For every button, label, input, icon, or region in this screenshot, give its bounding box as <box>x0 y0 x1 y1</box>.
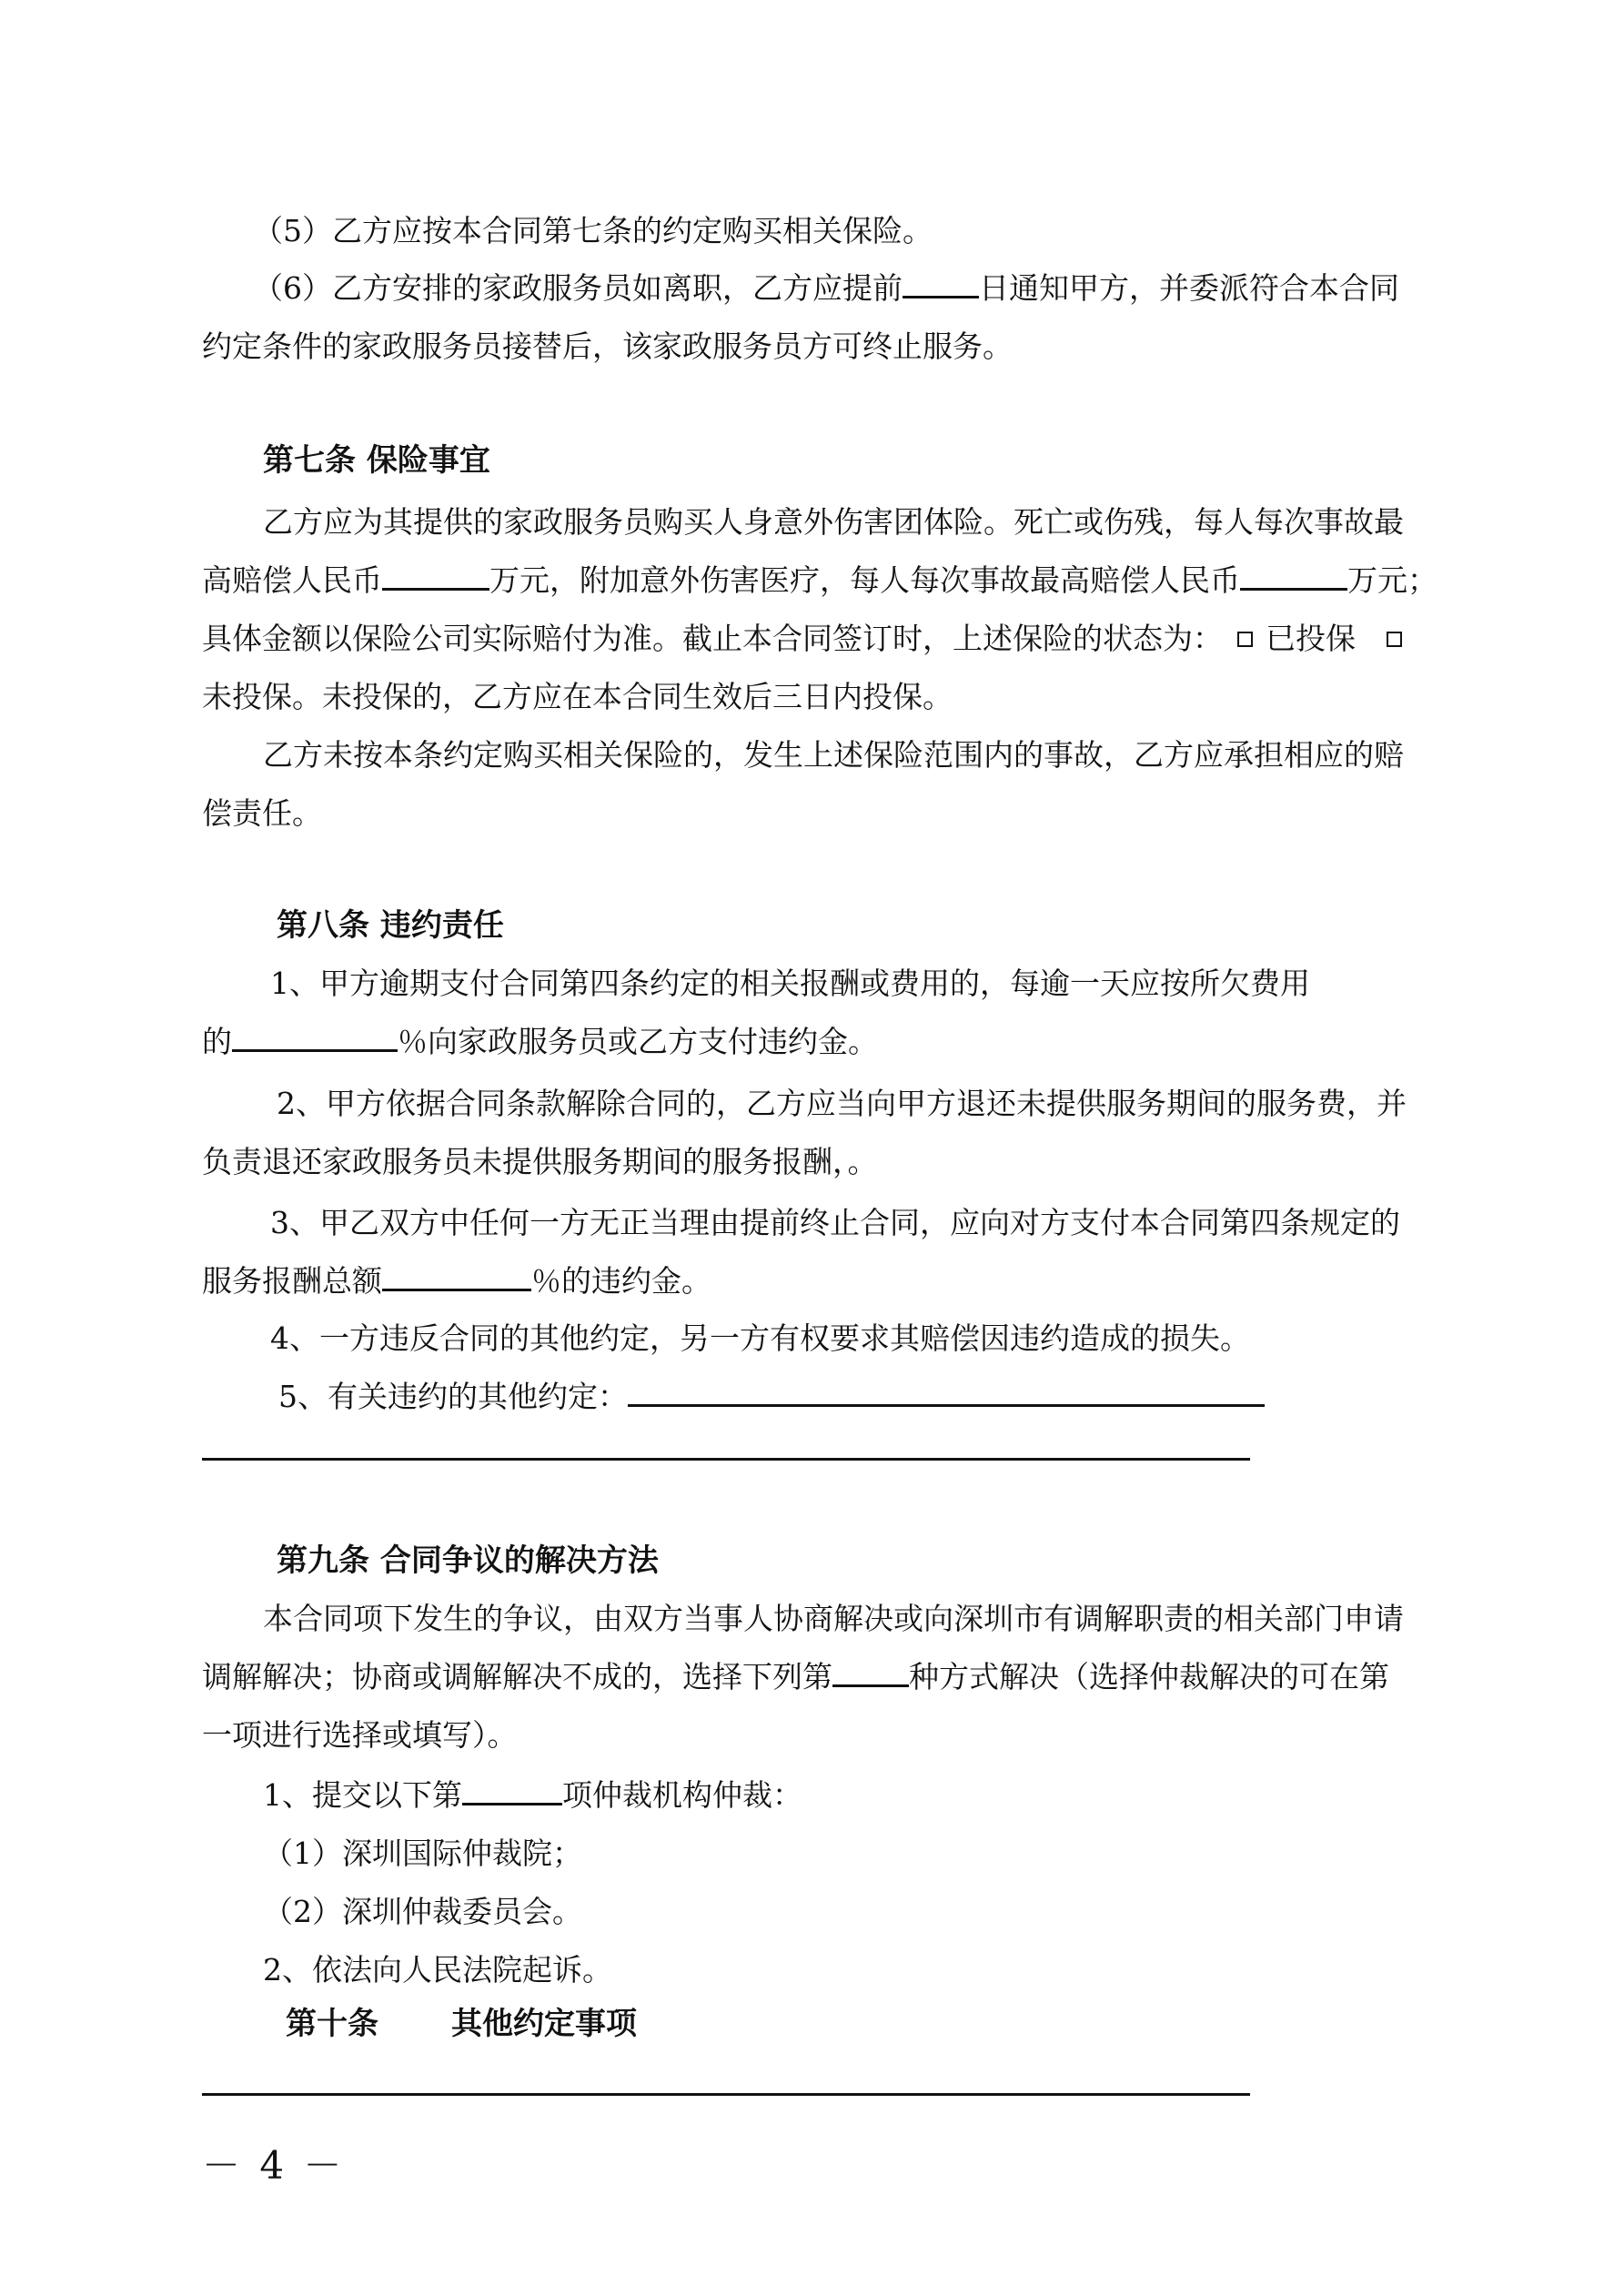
clause9-text-c: 1、提交以下第 <box>263 1777 462 1813</box>
clause6-item6-text-a: （6）乙方安排的家政服务员如离职，乙方应提前 <box>253 270 903 306</box>
resolution-method-blank[interactable] <box>832 1657 909 1687</box>
clause6-item6-line2: 约定条件的家政服务员接替后，该家政服务员方可终止服务。 <box>202 329 1013 364</box>
clause7-p1-line1: 乙方应为其提供的家政服务员购买人身意外伤害团体险。死亡或伤残，每人每次事故最 <box>263 504 1404 540</box>
clause8-item5 <box>278 1375 1498 1419</box>
death-compensation-blank[interactable] <box>382 561 489 591</box>
clause9-text-d: 项仲裁机构仲裁： <box>562 1777 802 1813</box>
clause8-text-a: 的 <box>202 1024 232 1059</box>
clause7-p2-line1: 乙方未按本条约定购买相关保险的，发生上述保险范围内的事故，乙方应承担相应的赔 <box>263 737 1404 773</box>
termination-percent-blank[interactable] <box>382 1261 531 1291</box>
clause8-item3-line2 <box>202 1259 1421 1303</box>
clause7-p2-line2: 偿责任。 <box>202 795 322 831</box>
notice-days-blank[interactable] <box>903 268 979 298</box>
page-number: － 4 － <box>202 2143 346 2188</box>
not-insured-checkbox[interactable] <box>1387 632 1402 647</box>
clause6-item6 <box>253 267 1472 310</box>
clause8-heading: 第八条 违约责任 <box>277 907 504 944</box>
clause8-text-b: ％向家政服务员或乙方支付违约金。 <box>398 1024 878 1059</box>
insured-checkbox[interactable] <box>1237 632 1253 647</box>
clause7-text-d: 具体金额以保险公司实际赔付为准。截止本合同签订时，上述保险的状态为： <box>202 621 1223 656</box>
clause8-text-d: ％的违约金。 <box>531 1263 711 1299</box>
clause10-heading-number: 第十条 <box>286 2006 378 2042</box>
clause9-text-b: 种方式解决（选择仲裁解决的可在第 <box>909 1659 1389 1694</box>
arbitration-body-blank[interactable] <box>462 1775 562 1805</box>
clause9-p-line3: 一项进行选择或填写）。 <box>202 1717 518 1753</box>
clause8-item2-line2: 负责退还家政服务员未提供服务期间的服务报酬，。 <box>202 1144 878 1179</box>
clause8-item2-line1: 2、甲方依据合同条款解除合同的，乙方应当向甲方退还未提供服务期间的服务费，并 <box>277 1086 1407 1121</box>
late-fee-percent-blank[interactable] <box>232 1022 398 1052</box>
clause9-p-line1: 本合同项下发生的争议，由双方当事人协商解决或向深圳市有调解职责的相关部门申请 <box>263 1601 1404 1636</box>
other-breach-terms-line2[interactable] <box>202 1458 1250 1461</box>
clause8-item1-line2 <box>202 1020 1421 1064</box>
clause7-text-a: 高赔偿人民币 <box>202 562 382 598</box>
clause7-text-c: 万元； <box>1347 562 1437 598</box>
clause7-p1-line3 <box>202 617 1421 661</box>
clause7-p1-line4: 未投保。未投保的，乙方应在本合同生效后三日内投保。 <box>202 679 953 714</box>
clause9-heading: 第九条 合同争议的解决方法 <box>277 1542 659 1579</box>
clause9-option1 <box>263 1774 1482 1817</box>
clause8-item1-line1: 1、甲方逾期支付合同第四条约定的相关报酬或费用的，每逾一天应按所欠费用 <box>270 966 1310 1001</box>
clause7-heading: 第七条 保险事宜 <box>263 442 490 479</box>
clause8-text-c: 服务报酬总额 <box>202 1263 382 1299</box>
clause6-item5: （5）乙方应按本合同第七条的约定购买相关保险。 <box>253 213 933 248</box>
clause9-option2: 2、依法向人民法院起诉。 <box>263 1952 612 1988</box>
other-breach-terms-blank[interactable] <box>628 1377 1265 1407</box>
clause9-text-a: 调解解决；协商或调解解决不成的，选择下列第 <box>202 1659 832 1694</box>
medical-compensation-blank[interactable] <box>1240 561 1347 591</box>
other-terms-line[interactable] <box>202 2093 1250 2096</box>
clause8-text-e: 5、有关违约的其他约定： <box>278 1379 628 1414</box>
clause9-p-line2 <box>202 1655 1421 1699</box>
clause7-text-b: 万元，附加意外伤害医疗，每人每次事故最高赔偿人民币 <box>489 562 1240 598</box>
clause7-p1-line2 <box>202 559 1437 602</box>
clause9-option1-sub2: （2）深圳仲裁委员会。 <box>263 1894 582 1929</box>
clause6-item6-text-b: 日通知甲方，并委派符合本合同 <box>979 270 1399 306</box>
clause9-option1-sub1: （1）深圳国际仲裁院； <box>263 1836 582 1871</box>
insured-option-label: 已投保 <box>1266 621 1356 656</box>
clause8-item4: 4、一方违反合同的其他约定，另一方有权要求其赔偿因违约造成的损失。 <box>270 1320 1250 1356</box>
clause10-heading-title: 其他约定事项 <box>451 2006 637 2042</box>
clause8-item3-line1: 3、甲乙双方中任何一方无正当理由提前终止合同，应向对方支付本合同第四条规定的 <box>270 1205 1400 1240</box>
